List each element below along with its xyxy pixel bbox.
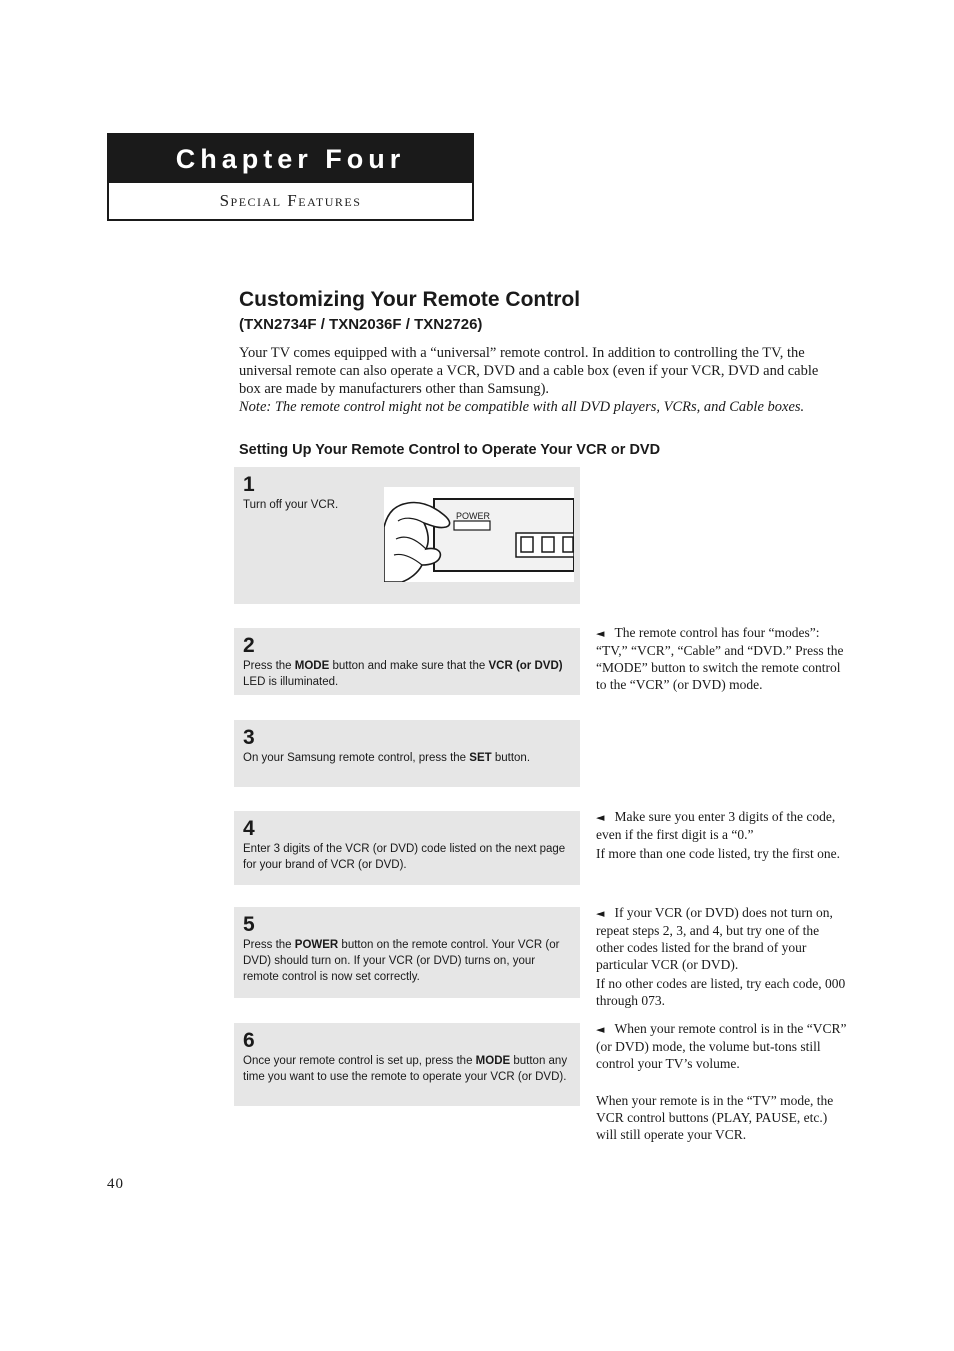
side-note-3: ◄ If your VCR (or DVD) does not turn on, repeat steps 2, 3, and 4, but try one of the other codes listed for the brand of your particular VCR (or DVD). If no other codes are listed, try each code, 000 through 073. — [596, 905, 846, 1008]
step-number: 1 — [243, 473, 255, 496]
vcr-power-illustration — [384, 487, 574, 582]
page-title: Customizing Your Remote Control — [239, 288, 581, 311]
step-3 — [234, 720, 580, 787]
step-number: 3 — [243, 726, 255, 749]
arrow-left-icon: ◄ — [596, 907, 605, 920]
step-number: 5 — [243, 913, 255, 936]
section-heading: Setting Up Your Remote Control to Operate Your VCR or DVD — [239, 442, 661, 458]
side-note-4: ◄ When your remote control is in the “VCR” (or DVD) mode, the volume but-tons still control your TV’s volume. When your remote is in the “TV” mode, the VCR control buttons (PLAY, PAUSE, etc.) will still operate your VCR. — [596, 1021, 847, 1142]
step-1 — [234, 467, 580, 604]
power-label: POWER — [456, 511, 491, 521]
step-text: Once your remote control is set up, press the MODE button any time you want to use the remote to operate your VCR (or DVD). — [243, 1055, 568, 1083]
chapter-header — [107, 133, 474, 221]
side-note-1: ◄ The remote control has four “modes”: “TV,” “VCR”, “Cable” and “DVD.” Press the “MODE” button to switch the remote control to the “VCR” (or DVD) mode. — [596, 625, 844, 692]
step-text: Turn off your VCR. — [243, 499, 339, 511]
step-6 — [234, 1023, 580, 1106]
arrow-left-icon: ◄ — [596, 1023, 605, 1036]
step-number: 4 — [243, 817, 255, 840]
page-number: 40 — [107, 1176, 124, 1192]
intro-paragraph — [239, 344, 839, 416]
arrow-left-icon: ◄ — [596, 627, 605, 640]
side-note-2: ◄ Make sure you enter 3 digits of the code, even if the first digit is a “0.” If more than one code listed, try the first one. — [596, 809, 841, 861]
step-2 — [234, 628, 580, 695]
step-number: 2 — [243, 634, 255, 657]
step-text: Enter 3 digits of the VCR (or DVD) code listed on the next page for your brand of VCR (or DVD). — [243, 843, 566, 871]
chapter-title: Chapter Four — [109, 135, 472, 183]
intro-note: Note: The remote control might not be compatible with all DVD players, VCRs, and Cable boxes. — [239, 399, 805, 415]
chapter-subtitle: Special Features — [219, 191, 362, 210]
step-text: Press the POWER button on the remote control. Your VCR (or DVD) should turn on. If your VCR (or DVD) turns on, your remote control is now set correctly. — [243, 939, 560, 983]
step-number: 6 — [243, 1029, 255, 1052]
arrow-left-icon: ◄ — [596, 811, 605, 824]
model-numbers: (TXN2734F / TXN2036F / TXN2726) — [239, 316, 483, 333]
step-4 — [234, 811, 580, 885]
step-text: Press the MODE button and make sure that the VCR (or DVD) LED is illuminated. — [243, 660, 563, 688]
step-text: On your Samsung remote control, press the SET button. — [243, 752, 531, 764]
intro-text: Your TV comes equipped with a “universal” remote control. In addition to controlling the TV, the universal remote can also operate a VCR, DVD and a cable box (even if your VCR, DVD and cable box are made by manufacturers other than Samsung). — [239, 345, 819, 397]
step-5 — [234, 907, 580, 998]
